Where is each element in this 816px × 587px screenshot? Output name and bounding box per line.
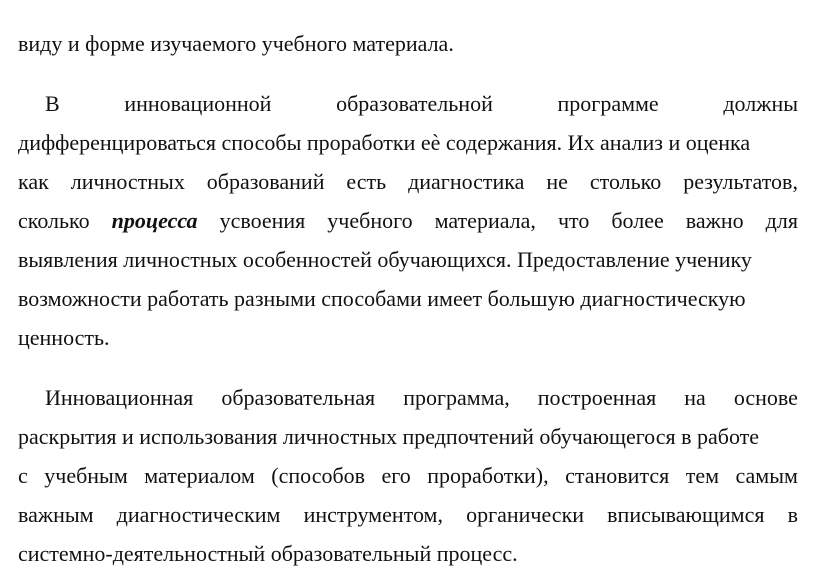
paragraph-2-line-5: выявления личностных особенностей обучающихся. Предоставление ученику [18,247,752,272]
paragraph-3-line-1: Инновационная образовательная программа, построенная на основе [45,385,798,410]
paragraph-2-line-2: дифференцироваться способы проработки еѐ содержания. Их анализ и оценка [18,130,751,155]
emphasized-word: процесса [111,208,198,233]
paragraph-3-line-3: с учебным материалом (способов его проработки), становится тем самым [18,463,798,488]
paragraph-3-line-5: системно-деятельностный образовательный процесс. [18,541,518,566]
text-line: виду и форме изучаемого учебного материала. [18,31,454,56]
paragraph-3-line-2: раскрытия и использования личностных предпочтений обучающегося в работе [18,424,760,449]
paragraph-2-line-6: возможности работать разными способами имеет большую диагностическую [18,286,746,311]
paragraph-2-line-7: ценность. [18,325,110,350]
paragraph-2-line-4: сколько процесса усвоения учебного материала, что более важно для [18,208,798,233]
paragraph-3-line-4: важным диагностическим инструментом, органически вписывающимся в [18,502,798,527]
paragraph-2-line-3: как личностных образований есть диагностика не столько результатов, [18,169,798,194]
paragraph-2-line-1: В инновационной образовательной программе должны [45,91,798,116]
